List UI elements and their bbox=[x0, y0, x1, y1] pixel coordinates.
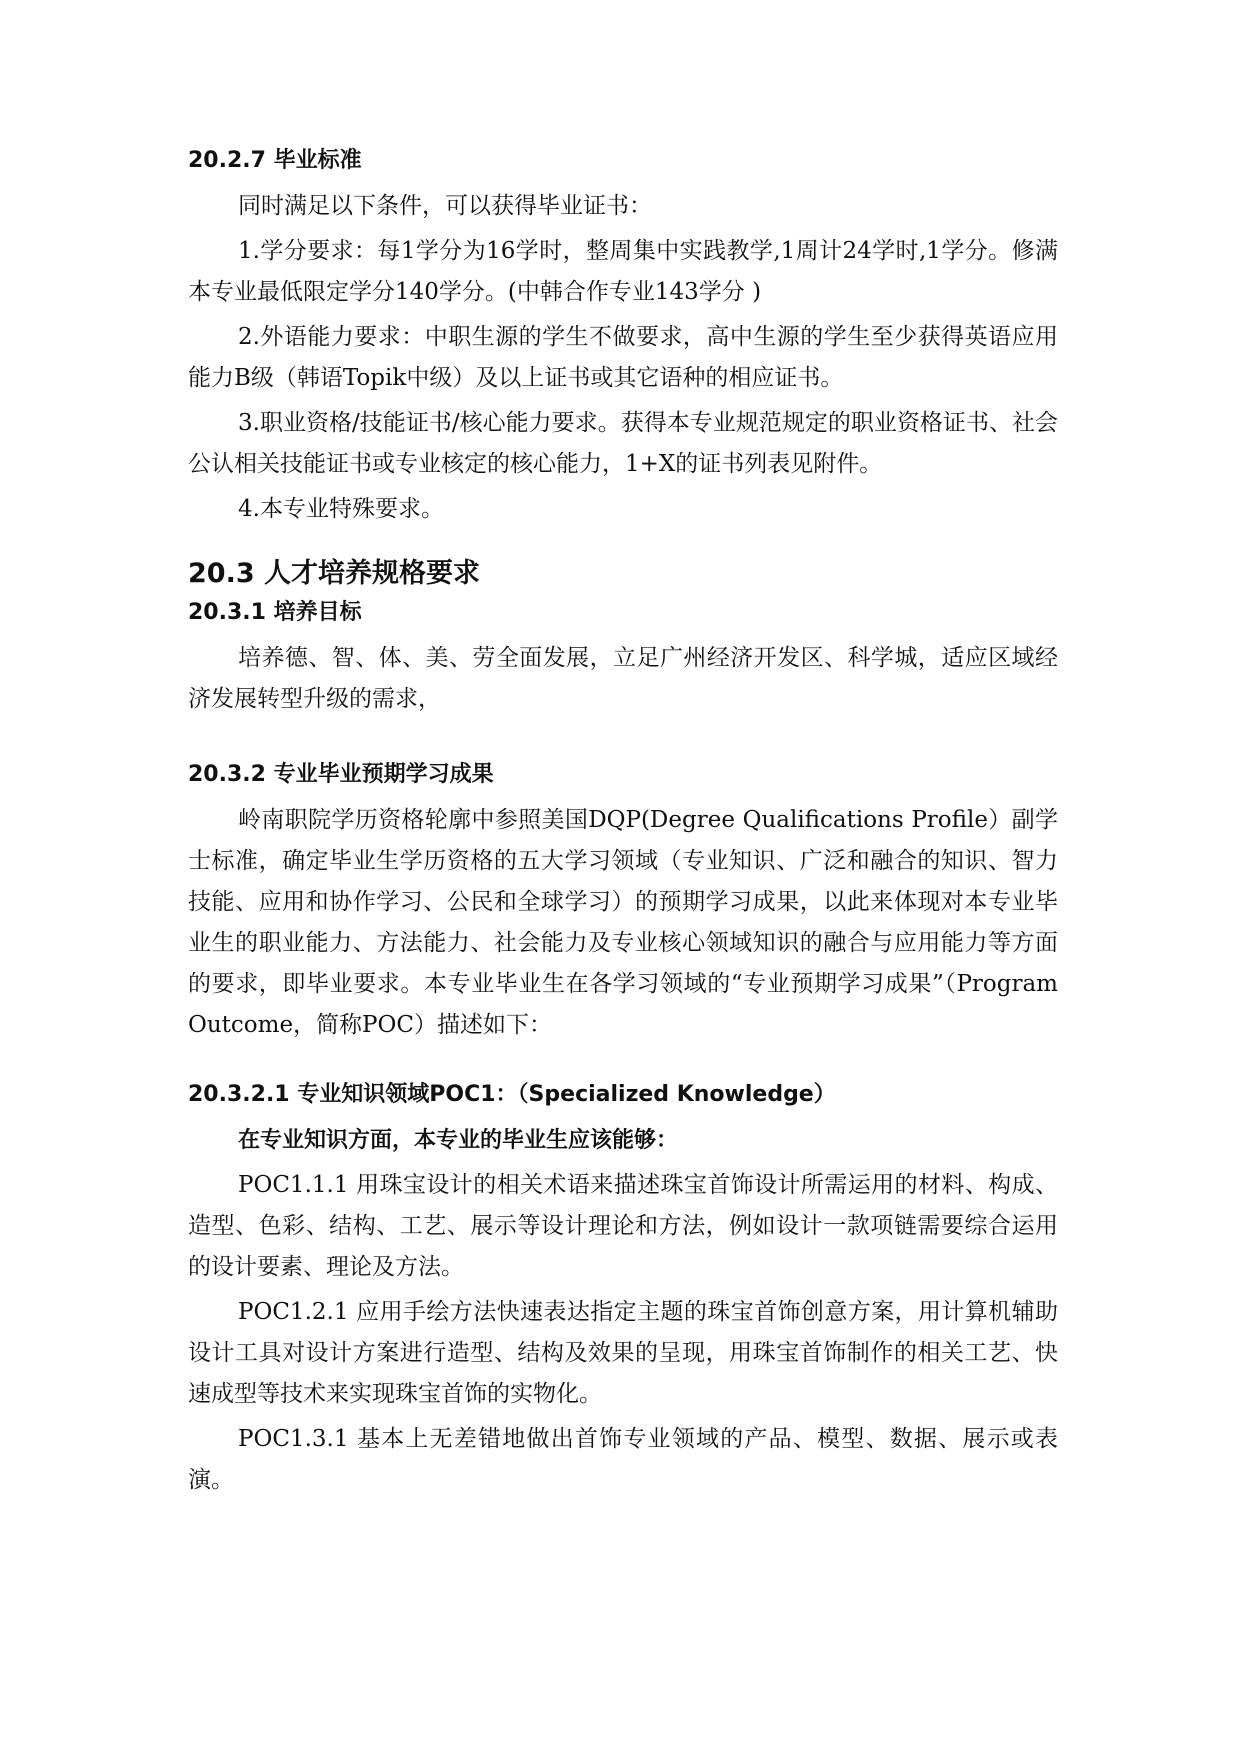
paragraph-poc1-3-1: POC1.3.1 基本上无差错地做出首饰专业领域的产品、模型、数据、展示或表演。 bbox=[188, 1426, 1058, 1493]
paragraph-intro: 同时满足以下条件，可以获得毕业证书： bbox=[238, 193, 652, 219]
heading-20-3-2: 20.3.2 专业毕业预期学习成果 bbox=[188, 762, 494, 787]
paragraph-special-requirement: 4.本专业特殊要求。 bbox=[238, 496, 444, 522]
paragraph-poc1-1-1: POC1.1.1 用珠宝设计的相关术语来描述珠宝首饰设计所需运用的材料、构成、造型、色彩、结构、工艺、展示等设计理论和方法，例如设计一款项链需要综合运用的设计要素、理论及方法。 bbox=[188, 1172, 1058, 1280]
paragraph-credit-requirement: 1.学分要求：每1学分为16学时，整周集中实践教学,1周计24学时,1学分。修满本专业最低限定学分140学分。(中韩合作专业143学分 ) bbox=[188, 238, 1058, 305]
heading-20-2-7: 20.2.7 毕业标准 bbox=[188, 148, 362, 173]
paragraph-poc1-2-1: POC1.2.1 应用手绘方法快速表达指定主题的珠宝首饰创意方案，用计算机辅助设计工具对设计方案进行造型、结构及效果的呈现，用珠宝首饰制作的相关工艺、快速成型等技术来实现珠宝首饰的实物化。 bbox=[188, 1299, 1058, 1407]
paragraph-language-requirement: 2.外语能力要求：中职生源的学生不做要求，高中生源的学生至少获得英语应用能力B级（韩语Topik中级）及以上证书或其它语种的相应证书。 bbox=[188, 324, 1058, 391]
paragraph-certificate-requirement: 3.职业资格/技能证书/核心能力要求。获得本专业规范规定的职业资格证书、社会公认相关技能证书或专业核定的核心能力，1+X的证书列表见附件。 bbox=[188, 410, 1058, 477]
heading-20-3-2-1: 20.3.2.1 专业知识领域POC1：（Specialized Knowledge） bbox=[188, 1082, 836, 1107]
heading-20-3-1: 20.3.1 培养目标 bbox=[188, 600, 362, 625]
paragraph-learning-outcomes: 岭南职院学历资格轮廓中参照美国DQP(Degree Qualifications Profile）副学士标准，确定毕业生学历资格的五大学习领域（专业知识、广泛和融合的知识、智力技能、应用和协作学习、公民和全球学习）的预期学习成果，以此来体现对本专业毕业生的职业能力、方法能力、社会能力及专业核心领域知识的融合与应用能力等方面的要求，即毕业要求。本专业毕业生在各学习领域的“专业预期学习成果”（Program Outcome，简称POC）描述如下： bbox=[188, 807, 1058, 1038]
heading-20-3: 20.3 人才培养规格要求 bbox=[188, 558, 481, 589]
page-content bbox=[188, 146, 1058, 1505]
paragraph-lead: 在专业知识方面，本专业的毕业生应该能够： bbox=[238, 1128, 679, 1153]
paragraph-training-goal: 培养德、智、体、美、劳全面发展，立足广州经济开发区、科学城，适应区域经济发展转型升级的需求， bbox=[188, 645, 1058, 712]
